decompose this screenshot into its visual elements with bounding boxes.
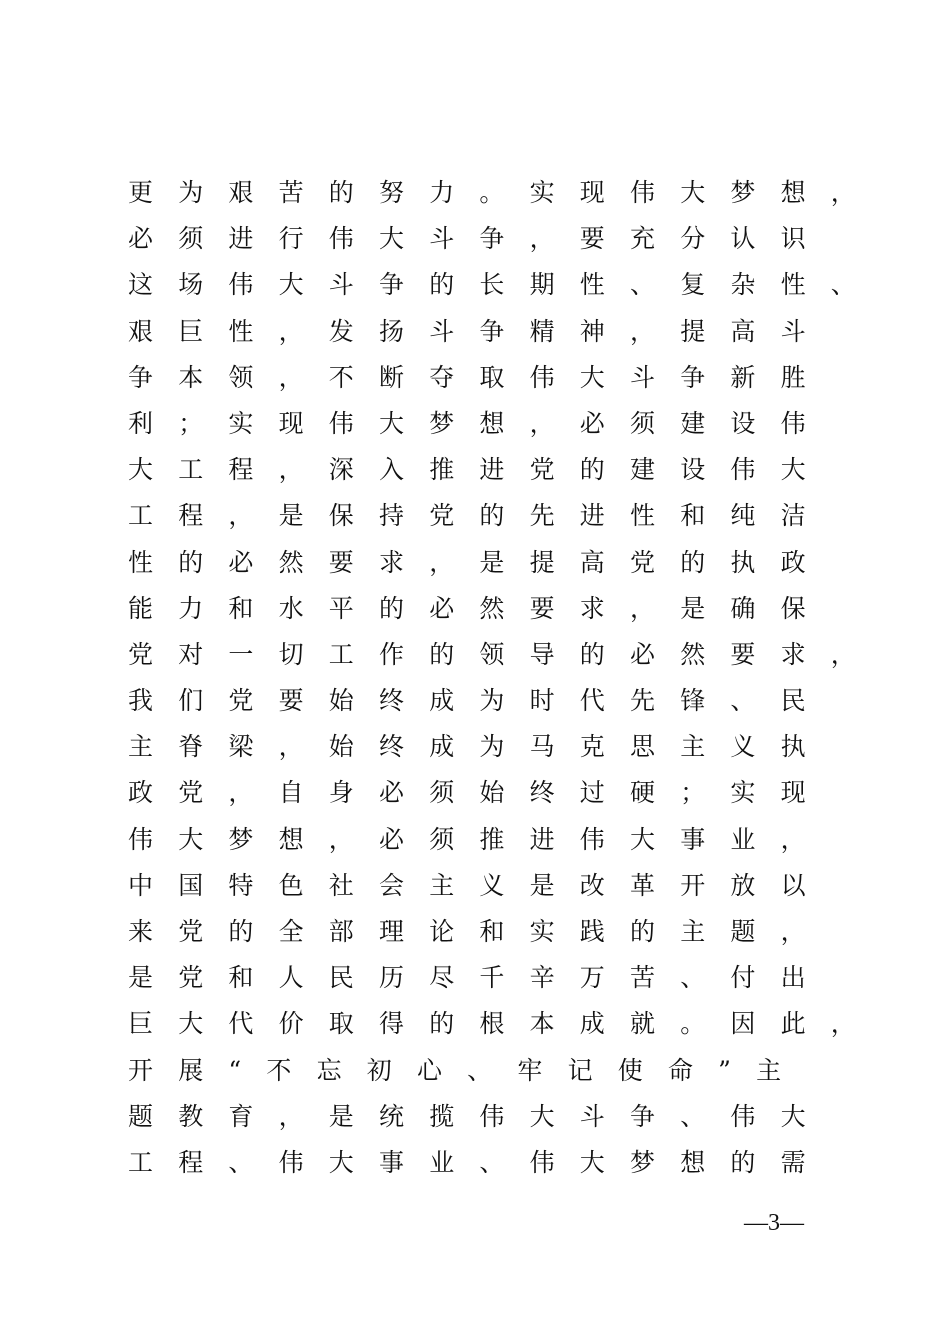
text-line-22: 工程、伟大事业、伟大梦想的需 — [128, 1147, 831, 1177]
text-line-14: 政党，自身必须始终过硬；实现 — [128, 778, 831, 808]
text-line-5: 争本领，不断夺取伟大斗争新胜 — [128, 362, 831, 392]
body-text — [128, 170, 882, 1186]
text-line-17: 来党的全部理论和实践的主题， — [128, 917, 831, 946]
page-number: —3— — [744, 1210, 804, 1236]
text-line-15: 伟大梦想，必须推进伟大事业， — [128, 824, 831, 854]
text-line-6: 利；实现伟大梦想，必须建设伟 — [128, 408, 831, 438]
text-line-20: 开展“不忘初心、牢记使命”主 — [128, 1055, 807, 1085]
text-line-2: 必须进行伟大斗争，要充分认识 — [128, 224, 831, 254]
text-line-7: 大工程，深入推进党的建设伟大 — [128, 455, 831, 485]
text-line-19: 巨大代价取得的根本成就。因此， — [128, 1009, 882, 1039]
text-line-8: 工程，是保持党的先进性和纯洁 — [128, 501, 831, 531]
text-line-4: 艰巨性，发扬斗争精神，提高斗 — [128, 316, 831, 346]
text-line-11: 党对一切工作的领导的必然要求， — [128, 639, 882, 669]
text-line-1: 更为艰苦的努力。实现伟大梦想， — [128, 178, 882, 207]
text-line-12: 我们党要始终成为时代先锋、民 — [128, 686, 831, 716]
text-line-10: 能力和水平的必然要求，是确保 — [128, 593, 831, 623]
text-line-21: 题教育，是统揽伟大斗争、伟大 — [128, 1101, 831, 1131]
text-line-16: 中国特色社会主义是改革开放以 — [128, 870, 831, 900]
text-line-13: 主脊梁，始终成为马克思主义执 — [128, 732, 831, 762]
text-line-3: 这场伟大斗争的长期性、复杂性、 — [128, 270, 882, 300]
text-line-18: 是党和人民历尽千辛万苦、付出 — [128, 963, 831, 993]
text-line-9: 性的必然要求，是提高党的执政 — [128, 547, 831, 577]
